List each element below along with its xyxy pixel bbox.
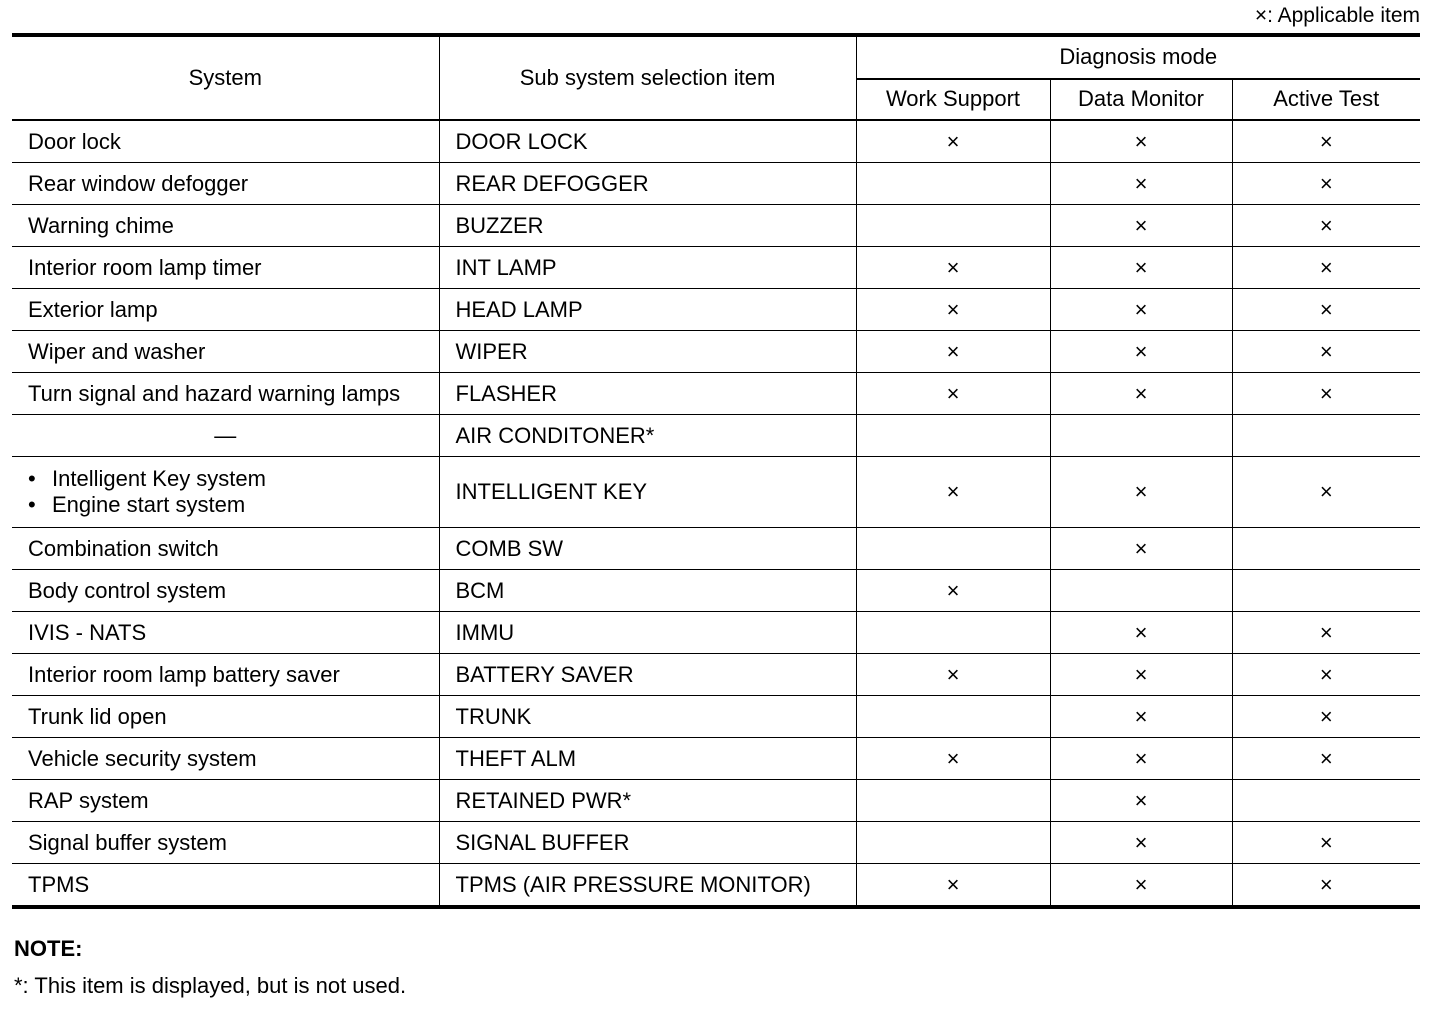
sub-system-cell: BUZZER	[439, 205, 856, 247]
active-test-mark: ×	[1232, 738, 1420, 780]
work-support-mark	[856, 822, 1050, 864]
system-cell: Body control system	[12, 570, 439, 612]
table-row	[12, 247, 1420, 289]
table-row	[12, 373, 1420, 415]
system-cell: Exterior lamp	[12, 289, 439, 331]
system-bullet-text: Intelligent Key system	[52, 466, 266, 491]
data-monitor-mark: ×	[1050, 654, 1232, 696]
work-support-mark: ×	[856, 247, 1050, 289]
table-row	[12, 205, 1420, 247]
data-monitor-mark: ×	[1050, 864, 1232, 908]
active-test-mark	[1232, 415, 1420, 457]
table-row	[12, 331, 1420, 373]
header-work-support: Work Support	[856, 79, 1050, 121]
system-cell: Interior room lamp battery saver	[12, 654, 439, 696]
table-row	[12, 120, 1420, 163]
data-monitor-mark: ×	[1050, 120, 1232, 163]
sub-system-cell: REAR DEFOGGER	[439, 163, 856, 205]
system-cell: Door lock	[12, 120, 439, 163]
active-test-mark: ×	[1232, 205, 1420, 247]
data-monitor-mark: ×	[1050, 163, 1232, 205]
active-test-mark: ×	[1232, 120, 1420, 163]
table-row	[12, 163, 1420, 205]
header-active-test: Active Test	[1232, 79, 1420, 121]
system-cell: Signal buffer system	[12, 822, 439, 864]
table-row	[12, 528, 1420, 570]
data-monitor-mark: ×	[1050, 780, 1232, 822]
data-monitor-mark: ×	[1050, 457, 1232, 528]
active-test-mark: ×	[1232, 654, 1420, 696]
table-row	[12, 289, 1420, 331]
system-cell	[12, 457, 439, 528]
work-support-mark: ×	[856, 738, 1050, 780]
sub-system-cell: SIGNAL BUFFER	[439, 822, 856, 864]
sub-system-cell: TRUNK	[439, 696, 856, 738]
sub-system-cell: RETAINED PWR*	[439, 780, 856, 822]
data-monitor-mark: ×	[1050, 289, 1232, 331]
data-monitor-mark	[1050, 415, 1232, 457]
table-row	[12, 570, 1420, 612]
sub-system-cell: AIR CONDITONER*	[439, 415, 856, 457]
table-row	[12, 696, 1420, 738]
system-cell: IVIS - NATS	[12, 612, 439, 654]
data-monitor-mark	[1050, 570, 1232, 612]
data-monitor-mark: ×	[1050, 247, 1232, 289]
system-cell: Wiper and washer	[12, 331, 439, 373]
system-cell: Trunk lid open	[12, 696, 439, 738]
work-support-mark	[856, 528, 1050, 570]
system-cell: Interior room lamp timer	[12, 247, 439, 289]
header-system: System	[12, 35, 439, 120]
sub-system-cell: INT LAMP	[439, 247, 856, 289]
active-test-mark: ×	[1232, 373, 1420, 415]
active-test-mark: ×	[1232, 822, 1420, 864]
sub-system-cell: DOOR LOCK	[439, 120, 856, 163]
system-cell: Combination switch	[12, 528, 439, 570]
sub-system-cell: FLASHER	[439, 373, 856, 415]
active-test-mark: ×	[1232, 163, 1420, 205]
system-cell: Turn signal and hazard warning lamps	[12, 373, 439, 415]
system-cell: RAP system	[12, 780, 439, 822]
work-support-mark: ×	[856, 120, 1050, 163]
table-row	[12, 864, 1420, 908]
table-row	[12, 654, 1420, 696]
data-monitor-mark: ×	[1050, 822, 1232, 864]
work-support-mark: ×	[856, 654, 1050, 696]
sub-system-cell: IMMU	[439, 612, 856, 654]
note-text: *: This item is displayed, but is not used.	[14, 973, 407, 998]
system-cell: Vehicle security system	[12, 738, 439, 780]
bullet-icon: •	[28, 492, 36, 517]
bullet-icon: •	[28, 466, 36, 491]
table-row	[12, 738, 1420, 780]
table-row	[12, 780, 1420, 822]
sub-system-cell: BCM	[439, 570, 856, 612]
work-support-mark: ×	[856, 289, 1050, 331]
system-bullet-text: Engine start system	[52, 492, 246, 517]
sub-system-cell: THEFT ALM	[439, 738, 856, 780]
work-support-mark	[856, 612, 1050, 654]
table-row	[12, 822, 1420, 864]
work-support-mark: ×	[856, 570, 1050, 612]
sub-system-cell: HEAD LAMP	[439, 289, 856, 331]
system-cell: —	[12, 415, 439, 457]
work-support-mark: ×	[856, 331, 1050, 373]
data-monitor-mark: ×	[1050, 738, 1232, 780]
data-monitor-mark: ×	[1050, 331, 1232, 373]
system-cell: Warning chime	[12, 205, 439, 247]
sub-system-cell: WIPER	[439, 331, 856, 373]
data-monitor-mark: ×	[1050, 373, 1232, 415]
table-row	[12, 415, 1420, 457]
note-title: NOTE:	[14, 936, 83, 961]
sub-system-cell: BATTERY SAVER	[439, 654, 856, 696]
work-support-mark	[856, 205, 1050, 247]
active-test-mark: ×	[1232, 612, 1420, 654]
sub-system-cell: COMB SW	[439, 528, 856, 570]
active-test-mark: ×	[1232, 247, 1420, 289]
work-support-mark: ×	[856, 373, 1050, 415]
work-support-mark: ×	[856, 864, 1050, 908]
header-diagnosis-mode: Diagnosis mode	[856, 35, 1420, 79]
diagnosis-mode-table	[12, 33, 1420, 909]
work-support-mark	[856, 696, 1050, 738]
header-data-monitor: Data Monitor	[1050, 79, 1232, 121]
system-cell: Rear window defogger	[12, 163, 439, 205]
active-test-mark: ×	[1232, 457, 1420, 528]
header-sub-system: Sub system selection item	[439, 35, 856, 120]
active-test-mark: ×	[1232, 331, 1420, 373]
data-monitor-mark: ×	[1050, 528, 1232, 570]
data-monitor-mark: ×	[1050, 696, 1232, 738]
applicable-item-legend: ×: Applicable item	[1254, 4, 1420, 27]
work-support-mark	[856, 780, 1050, 822]
data-monitor-mark: ×	[1050, 612, 1232, 654]
table-row	[12, 457, 1420, 528]
data-monitor-mark: ×	[1050, 205, 1232, 247]
system-cell: TPMS	[12, 864, 439, 908]
active-test-mark	[1232, 780, 1420, 822]
work-support-mark	[856, 415, 1050, 457]
active-test-mark: ×	[1232, 696, 1420, 738]
system-bullet-item	[28, 492, 439, 518]
work-support-mark	[856, 163, 1050, 205]
active-test-mark	[1232, 570, 1420, 612]
active-test-mark: ×	[1232, 864, 1420, 908]
sub-system-cell: TPMS (AIR PRESSURE MONITOR)	[439, 864, 856, 908]
work-support-mark: ×	[856, 457, 1050, 528]
active-test-mark: ×	[1232, 289, 1420, 331]
sub-system-cell: INTELLIGENT KEY	[439, 457, 856, 528]
system-bullet-item	[28, 466, 439, 492]
table-row	[12, 612, 1420, 654]
active-test-mark	[1232, 528, 1420, 570]
